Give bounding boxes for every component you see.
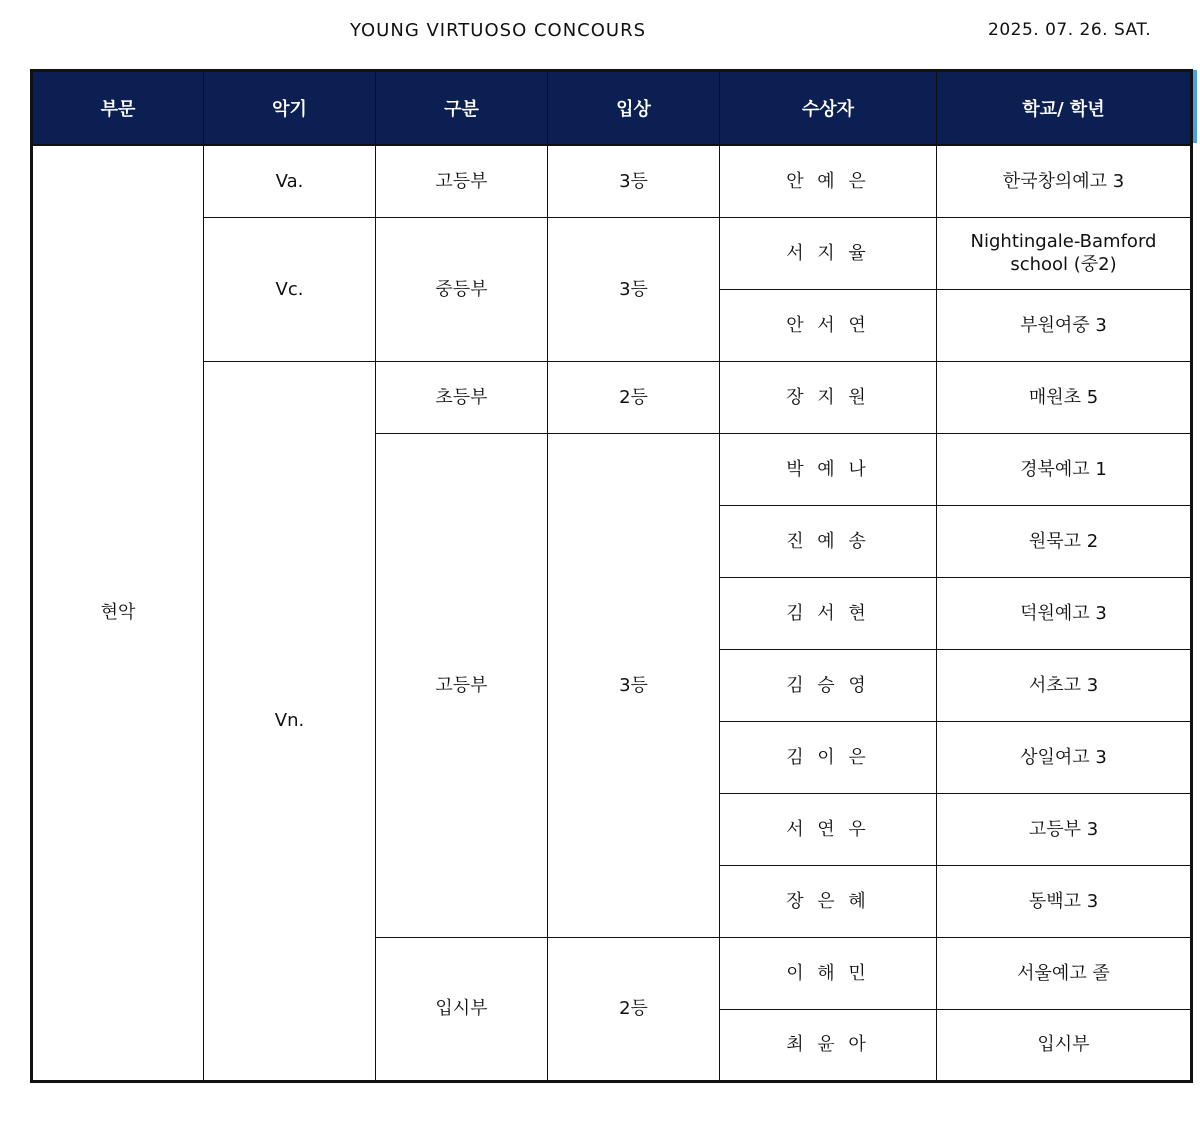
column-header-winner: 수상자 xyxy=(720,71,937,146)
school-cell: 입시부 xyxy=(937,1009,1192,1081)
school-cell: 서울예고 졸 xyxy=(937,937,1192,1009)
school-cell: 매원초 5 xyxy=(937,361,1192,433)
winner-name: 김 승 영 xyxy=(720,649,937,721)
rank-cell: 2등 xyxy=(548,361,720,433)
school-cell: 경북예고 1 xyxy=(937,433,1192,505)
document-title: YOUNG VIRTUOSO CONCOURS xyxy=(350,20,647,41)
school-cell: 한국창의예고 3 xyxy=(937,145,1192,217)
awards-table xyxy=(30,69,1193,1083)
winner-name: 안 서 연 xyxy=(720,289,937,361)
category-cell: 현악 xyxy=(32,145,204,1081)
column-header-division: 구분 xyxy=(376,71,548,146)
winner-name: 서 연 우 xyxy=(720,793,937,865)
division-cell: 고등부 xyxy=(376,145,548,217)
winner-name: 김 이 은 xyxy=(720,721,937,793)
column-header-school: 학교/ 학년 xyxy=(937,71,1192,146)
column-header-category: 부문 xyxy=(32,71,204,146)
division-cell: 초등부 xyxy=(376,361,548,433)
winner-name: 최 윤 아 xyxy=(720,1009,937,1081)
table-header-row xyxy=(32,71,1192,146)
instrument-cell-vc: Vc. xyxy=(204,217,376,361)
school-cell: 동백고 3 xyxy=(937,865,1192,937)
winner-name: 진 예 송 xyxy=(720,505,937,577)
school-cell: 덕원예고 3 xyxy=(937,577,1192,649)
winner-name: 이 해 민 xyxy=(720,937,937,1009)
division-cell: 중등부 xyxy=(376,217,548,361)
winner-name: 박 예 나 xyxy=(720,433,937,505)
winner-name: 안 예 은 xyxy=(720,145,937,217)
rank-cell: 3등 xyxy=(548,433,720,937)
school-cell: Nightingale-Bamford school (중2) xyxy=(937,217,1192,289)
rank-cell: 3등 xyxy=(548,217,720,361)
rank-cell: 3등 xyxy=(548,145,720,217)
instrument-cell-vn: Vn. xyxy=(204,361,376,1081)
rank-cell: 2등 xyxy=(548,937,720,1081)
winner-name: 장 은 혜 xyxy=(720,865,937,937)
instrument-cell-va: Va. xyxy=(204,145,376,217)
winner-name: 장 지 원 xyxy=(720,361,937,433)
winner-name: 김 서 현 xyxy=(720,577,937,649)
winner-name: 서 지 율 xyxy=(720,217,937,289)
school-cell: 원묵고 2 xyxy=(937,505,1192,577)
table-row xyxy=(32,217,1192,289)
column-header-rank: 입상 xyxy=(548,71,720,146)
table-row xyxy=(32,145,1192,217)
division-cell: 고등부 xyxy=(376,433,548,937)
school-cell: 부원여중 3 xyxy=(937,289,1192,361)
school-cell: 상일여고 3 xyxy=(937,721,1192,793)
school-cell: 서초고 3 xyxy=(937,649,1192,721)
school-cell: 고등부 3 xyxy=(937,793,1192,865)
table-row xyxy=(32,361,1192,433)
division-cell: 입시부 xyxy=(376,937,548,1081)
document-date: 2025. 07. 26. SAT. xyxy=(988,20,1152,40)
column-header-instrument: 악기 xyxy=(204,71,376,146)
